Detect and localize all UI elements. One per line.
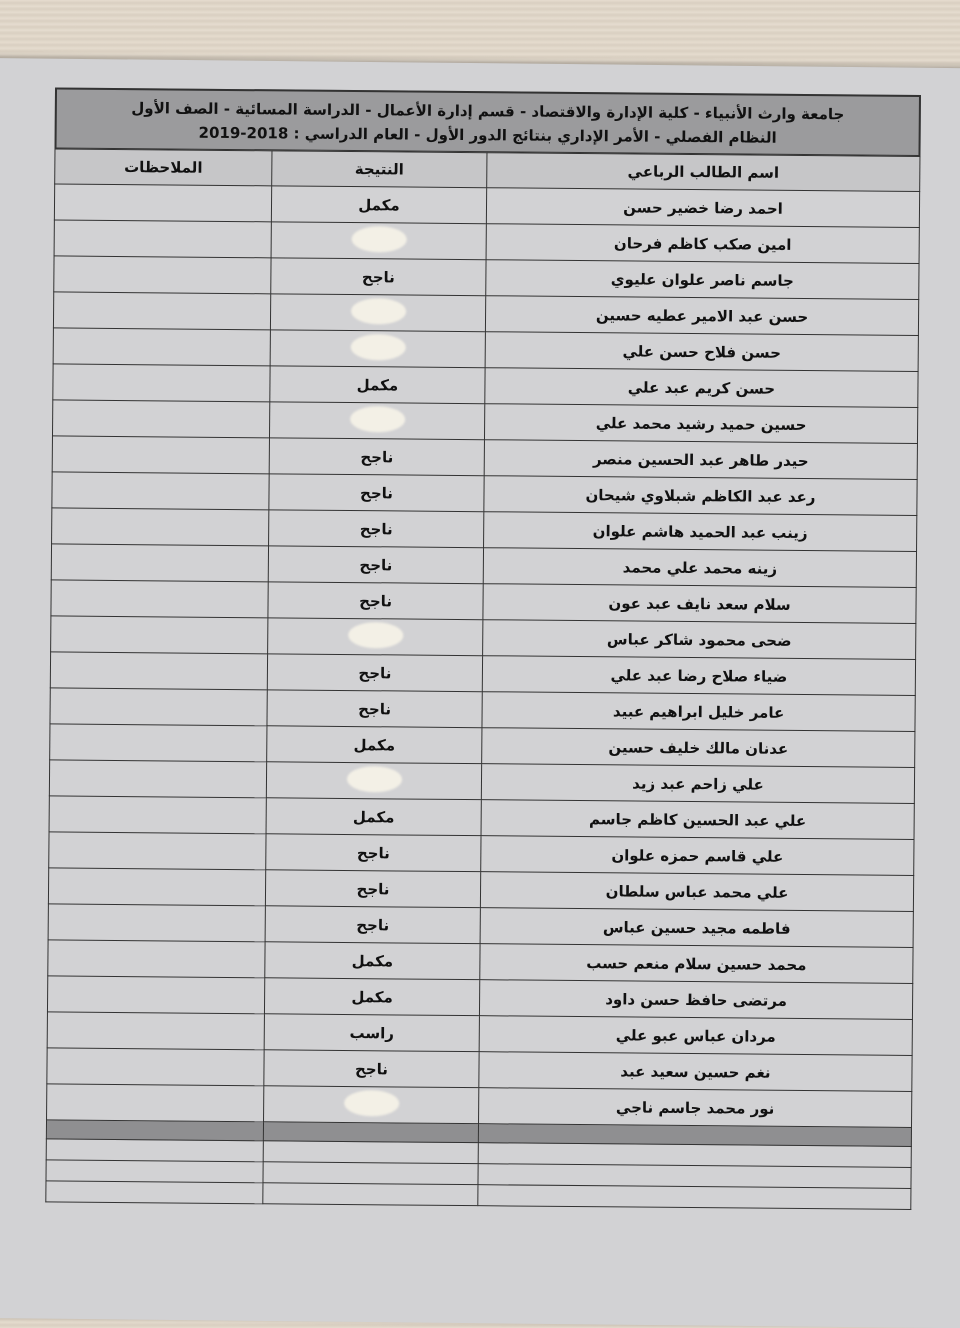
notes-cell [51, 544, 268, 582]
notes-cell [52, 400, 269, 438]
result-cell: ناجح [264, 1050, 479, 1088]
student-name: حيدر طاهر عبد الحسين منصر [484, 440, 917, 480]
notes-cell [54, 256, 271, 294]
result-cell: مكمل [265, 942, 480, 980]
notes-cell [49, 832, 266, 870]
sheet-title [55, 87, 921, 156]
erased-result-mark [350, 406, 405, 432]
result-cell: ناجح [269, 510, 484, 548]
result-cell: ناجح [268, 582, 483, 620]
notes-cell [50, 688, 267, 726]
student-name: زينه محمد علي محمد [483, 548, 916, 588]
result-cell: مكمل [266, 798, 481, 836]
result-cell [269, 402, 484, 440]
student-name: مرتضى حافظ حسن داود [479, 980, 912, 1020]
erased-result-mark [346, 766, 401, 792]
student-name: زينب عبد الحميد هاشم علوان [484, 512, 917, 552]
erased-result-mark [348, 622, 403, 648]
notes-cell [50, 652, 267, 690]
notes-cell [48, 940, 265, 978]
result-cell: ناجح [265, 870, 480, 908]
result-cell: مكمل [264, 978, 479, 1016]
result-cell [264, 1086, 479, 1124]
notes-cell [52, 508, 269, 546]
student-name: امين صكب كاظم فرحان [486, 224, 919, 264]
notes-cell [53, 292, 270, 330]
student-name: علي عبد الحسين كاظم جاسم [481, 800, 914, 840]
result-cell: ناجح [268, 546, 483, 584]
notes-cell [50, 724, 267, 762]
notes-cell [47, 976, 264, 1014]
student-name: ضحى محمود شاكر عباس [483, 620, 916, 660]
student-name: علي محمد عباس سلطان [480, 872, 913, 912]
notes-cell [51, 580, 268, 618]
result-cell: ناجح [269, 474, 484, 512]
notes-cell [54, 220, 271, 258]
student-name: رعد عبد الكاظم شبلاوي شيحان [484, 476, 917, 516]
empty-cell [263, 1141, 478, 1164]
column-name: اسم الطالب الرباعي [487, 153, 920, 192]
notes-cell [51, 616, 268, 654]
student-name: علي زاحم عبد زيد [481, 764, 914, 804]
student-name: عدنان مالك خليف حسين [482, 728, 915, 768]
notes-cell [54, 184, 271, 222]
notes-cell [52, 436, 269, 474]
student-name: علي قاسم حمزه علوان [481, 836, 914, 876]
empty-cell [46, 1120, 263, 1141]
notes-cell [53, 364, 270, 402]
student-name: ضياء صلاح رضا عبد علي [482, 656, 915, 696]
result-cell: ناجح [266, 834, 481, 872]
erased-result-mark [350, 298, 405, 324]
result-cell: ناجح [271, 258, 486, 296]
student-name: حسن عبد الامير عطيه حسين [485, 296, 918, 336]
empty-cell [478, 1185, 911, 1210]
empty-cell [263, 1122, 478, 1143]
erased-result-mark [350, 334, 405, 360]
result-cell: ناجح [267, 690, 482, 728]
result-cell: مكمل [271, 186, 486, 224]
result-cell [268, 618, 483, 656]
result-cell: ناجح [267, 654, 482, 692]
student-name: نغم حسين سعيد عبد [479, 1052, 912, 1092]
title-line-2: النظام الفصلي - الأمر الإداري بنتائج الدور الأول - العام الدراسي : 2018-2019 [198, 123, 777, 147]
empty-cell [46, 1160, 263, 1183]
student-name: نور محمد جاسم ناجي [479, 1088, 912, 1128]
notes-cell [47, 1048, 264, 1086]
student-name: حسن كريم عبد علي [485, 368, 918, 408]
result-cell: مكمل [267, 726, 482, 764]
notes-cell [48, 868, 265, 906]
empty-cell [46, 1139, 263, 1162]
student-name: حسن فلاح حسن علي [485, 332, 918, 372]
notes-cell [47, 1084, 264, 1122]
student-name: احمد رضا خضير حسن [486, 188, 919, 228]
student-name: حسين حميد رشيد محمد علي [484, 404, 917, 444]
result-cell: مكمل [270, 366, 485, 404]
student-name: عامر خليل ابراهيم عبيد [482, 692, 915, 732]
notes-cell [52, 472, 269, 510]
empty-cell [263, 1162, 478, 1185]
notes-cell [53, 328, 270, 366]
student-name: جاسم ناصر علوان عليوي [486, 260, 919, 300]
notes-cell [49, 796, 266, 834]
column-notes: الملاحظات [55, 149, 272, 186]
student-name: مردان عباس عبو علي [479, 1016, 912, 1056]
result-cell: راسب [264, 1014, 479, 1052]
notes-cell [48, 904, 265, 942]
student-name: محمد حسين سلام منعم حسب [480, 944, 913, 984]
result-cell [271, 222, 486, 260]
result-cell [266, 762, 481, 800]
erased-result-mark [344, 1090, 399, 1116]
title-line-1: جامعة وارث الأنبياء - كلية الإدارة والاقتصاد - قسم إدارة الأعمال - الدراسة المسائية - الصف الأول [131, 99, 845, 124]
empty-cell [46, 1181, 263, 1204]
student-name: سلام سعد نايف عبد عون [483, 584, 916, 624]
result-cell: ناجح [269, 438, 484, 476]
results-sheet [45, 87, 921, 1210]
results-table [45, 148, 920, 1210]
column-result: النتيجة [272, 151, 487, 188]
result-cell: ناجح [265, 906, 480, 944]
student-name: فاطمه مجيد حسين عباس [480, 908, 913, 948]
result-cell [270, 294, 485, 332]
notes-cell [49, 760, 266, 798]
erased-result-mark [351, 226, 406, 252]
empty-cell [263, 1183, 478, 1206]
notes-cell [47, 1012, 264, 1050]
result-cell [270, 330, 485, 368]
